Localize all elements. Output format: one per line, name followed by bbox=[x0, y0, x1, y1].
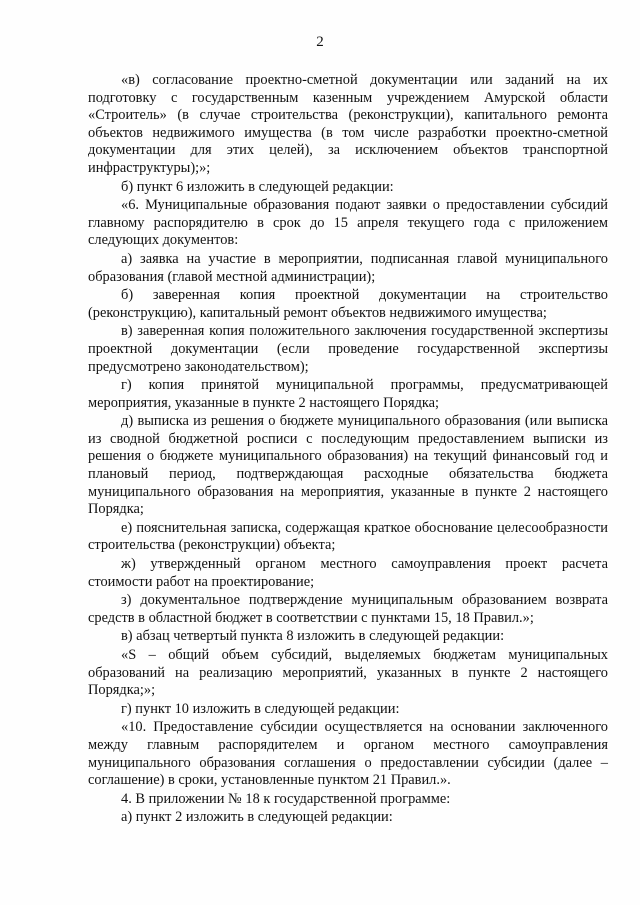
paragraph-appendix-18: 4. В приложении № 18 к государственной программе: bbox=[121, 790, 451, 807]
paragraph-doc-zh: ж) утвержденный органом местного самоуправления проект расчета стоимости работ на проектирование; bbox=[88, 556, 608, 590]
paragraph-item-a-point-2: а) пункт 2 изложить в следующей редакции: bbox=[121, 809, 393, 826]
page-number: 2 bbox=[316, 34, 324, 50]
document-body bbox=[88, 72, 608, 828]
paragraph-s-definition: «S – общий объем субсидий, выделяемых бюджетам муниципальных образований на реализацию мероприятий, указанных в пункте 2 настоящего Порядка;»; bbox=[88, 647, 608, 699]
paragraph-item-v-point-8: в) абзац четвертый пункта 8 изложить в следующей редакции: bbox=[121, 628, 505, 645]
paragraph-item-b-instruction: б) пункт 6 изложить в следующей редакции: bbox=[121, 178, 394, 195]
paragraph-item-g-point-10: г) пункт 10 изложить в следующей редакции: bbox=[121, 700, 400, 717]
paragraph-point-6: «6. Муниципальные образования подают заявки о предоставлении субсидий главному распорядителю в срок до 15 апреля текущего года с приложением следующих документов: bbox=[88, 197, 608, 249]
paragraph-item-v-agreement: «в) согласование проектно-сметной документации или заданий на их подготовку с государственным казенным учреждением Амурской области «Строитель» (в случае строительства (реконструкции), капитального ремонта объектов недвижимого имущества (в том числе разработки проектно-сметной документации для этих целей), за исключением объектов транспортной инфраструктуры);»; bbox=[88, 72, 608, 176]
paragraph-doc-z: з) документальное подтверждение муниципальным образованием возврата средств в областной бюджет в соответствии с пунктами 15, 18 Правил.»; bbox=[88, 592, 608, 626]
paragraph-doc-d: д) выписка из решения о бюджете муниципального образования (или выписка из сводной бюджетной росписи с последующим предоставлением выписки из решения о бюджете муниципального образования) на текущий финансовый год и плановый период, подтверждающая расходные обязательства бюджета муниципального образования на мероприятия, указанные в пункте 2 настоящего Порядка; bbox=[88, 413, 608, 518]
paragraph-doc-a: а) заявка на участие в мероприятии, подписанная главой муниципального образования (главой местной администрации); bbox=[88, 250, 608, 285]
paragraph-doc-v: в) заверенная копия положительного заключения государственной экспертизы проектной документации (если проведение государственной экспертизы предусмотрено законодательством); bbox=[88, 323, 608, 375]
paragraph-doc-e: е) пояснительная записка, содержащая краткое обоснование целесообразности строительства (реконструкции) объекта; bbox=[88, 519, 608, 554]
paragraph-doc-g: г) копия принятой муниципальной программы, предусматривающей мероприятия, указанные в пункте 2 настоящего Порядка; bbox=[88, 377, 608, 411]
paragraph-doc-b: б) заверенная копия проектной документации на строительство (реконструкцию), капитальный ремонт объектов недвижимого имущества; bbox=[88, 287, 608, 321]
paragraph-point-10: «10. Предоставление субсидии осуществляется на основании заключенного между главным распорядителем и органом местного самоуправления муниципального образования соглашения о предоставлении субсидии (далее – соглашение) в сроки, установленные пунктом 21 Правил.». bbox=[88, 719, 608, 789]
